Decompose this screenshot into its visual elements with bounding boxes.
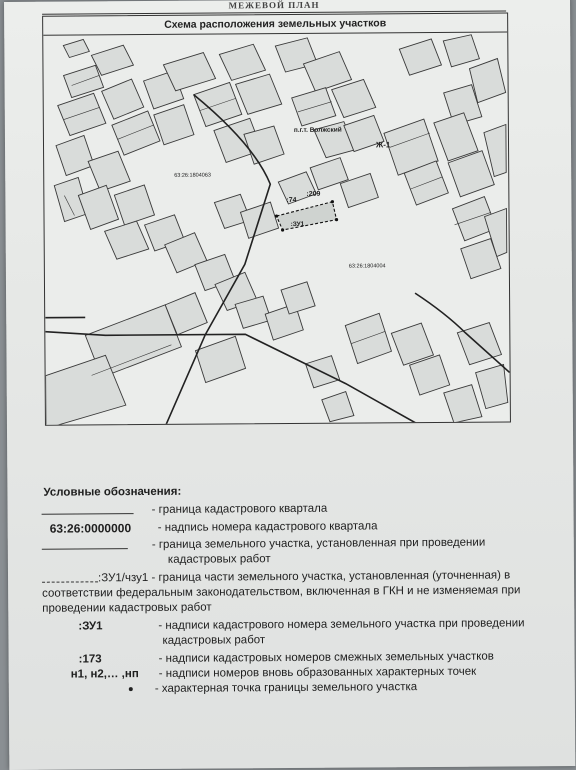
map-frame: [42, 12, 511, 425]
characteristic-point: [331, 200, 334, 203]
legend-description: - граница кадастрового квартала: [152, 502, 328, 517]
parcel-shape: [102, 79, 144, 119]
legend-item-quarter-number: [38, 518, 568, 537]
parcel-shape: [105, 221, 149, 259]
legend-indicator: :173: [79, 652, 102, 666]
parcel-shape: [278, 172, 316, 204]
legend-description: - граница земельного участка, установленная при проведении: [152, 536, 486, 552]
parcel-shape: [219, 44, 265, 80]
legend-indicator: 63:26:0000000: [50, 521, 132, 536]
target-parcel: [276, 202, 336, 230]
legend-description: - надписи кадастровых номеров смежных земельных участков: [159, 650, 494, 666]
parcel-shape: [399, 39, 441, 75]
parcel-shape: [114, 185, 154, 225]
legend-description: - надписи номеров вновь образованных характерных точек: [159, 665, 477, 681]
parcel-shape: [58, 93, 106, 135]
characteristic-point: [275, 214, 278, 217]
map-label-parcel-74: :74: [286, 197, 296, 204]
legend-item-quarter-boundary: [38, 500, 568, 519]
legend-indicator-and-description: [98, 568, 510, 585]
legend-description: - надписи кадастрового номера земельного участка при проведении: [158, 616, 524, 633]
map-label-parcel-209: :209: [306, 191, 320, 198]
parcel-shape: [332, 79, 376, 117]
legend-description: - надпись номера кадастрового квартала: [158, 519, 378, 535]
legend-description: - граница части земельного участка, установленная (уточненная) в: [151, 569, 510, 584]
legend: [37, 482, 568, 698]
map-label-settlement: п.г.т. Волжский: [294, 126, 342, 134]
parcel-shape: [63, 39, 89, 57]
map-label-quarter-left: 63:26:1804063: [174, 173, 211, 179]
line-sample-dashed: [42, 581, 98, 582]
legend-indicator: :ЗУ1/чзу1: [98, 572, 148, 584]
legend-continuation: соответствии федеральным законодательством, включенная в ГКН и не изменяемая при: [42, 583, 520, 600]
line-sample-solid: [42, 513, 134, 515]
document-header: МЕЖЕВОЙ ПЛАН: [42, 0, 506, 15]
cadastral-map: [43, 32, 510, 425]
legend-indicator: н1, н2,… ,нп: [71, 667, 139, 681]
legend-description: - характерная точка границы земельного участка: [155, 680, 417, 696]
point-marker-icon: [129, 687, 133, 691]
parcel-shape: [322, 392, 354, 422]
parcel-shape: [476, 364, 508, 408]
parcel-shape: [88, 151, 130, 191]
legend-continuation: кадастровых работ: [168, 552, 271, 567]
parcel-shape: [56, 135, 94, 175]
parcel-shape: [444, 385, 482, 423]
document-sheet: [4, 0, 575, 770]
legend-continuation: кадастровых работ: [162, 633, 265, 648]
line-sample-bold: [42, 548, 128, 550]
parcel-shape: [154, 105, 194, 145]
parcel-shape: [195, 336, 245, 382]
parcel-shape: [78, 185, 118, 229]
parcel-shape: [345, 313, 391, 363]
legend-indicator: :ЗУ1: [78, 619, 102, 633]
map-label-parcel-zu1: :ЗУ1: [291, 221, 305, 228]
parcel-shape: [443, 35, 479, 67]
map-label-zone: Ж-1: [375, 140, 391, 149]
characteristic-point: [281, 228, 284, 231]
legend-continuation: проведении кадастровых работ: [42, 601, 211, 616]
map-label-quarter-right: 63:26:1804004: [349, 263, 386, 269]
characteristic-point: [335, 218, 338, 221]
map-title: Схема расположения земельных участков: [43, 13, 507, 35]
legend-item-characteristic-point: [39, 679, 569, 698]
parcel-shape: [236, 74, 282, 114]
legend-title: Условные обозначения:: [37, 482, 567, 500]
